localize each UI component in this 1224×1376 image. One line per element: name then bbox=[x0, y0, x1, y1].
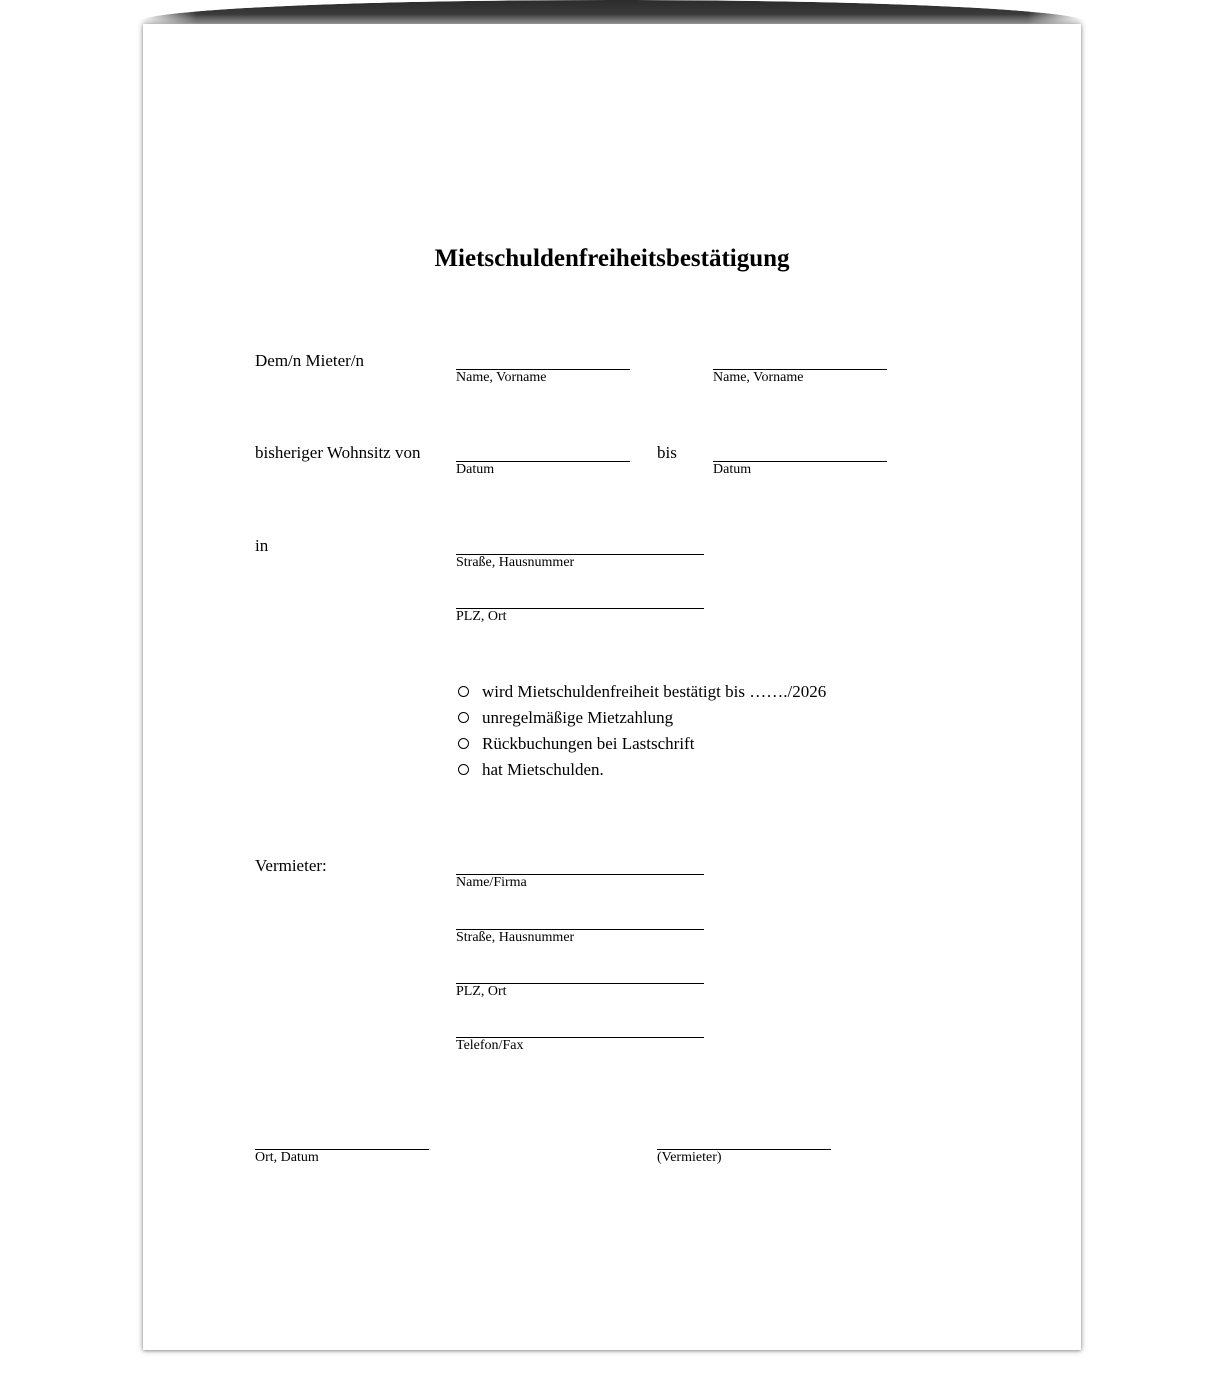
landlord-city-caption: PLZ, Ort bbox=[456, 984, 507, 999]
option-3-label: Rückbuchungen bei Lastschrift bbox=[482, 734, 695, 753]
landlord-street-caption: Straße, Hausnummer bbox=[456, 930, 575, 945]
landlord-signature-caption: (Vermieter) bbox=[657, 1150, 722, 1165]
option-2-label: unregelmäßige Mietzahlung bbox=[482, 708, 674, 727]
option-4-label: hat Mietschulden. bbox=[482, 760, 604, 779]
tenant-name-1-caption: Name, Vorname bbox=[456, 370, 547, 385]
option-3-radio[interactable] bbox=[458, 738, 469, 749]
place-date-caption: Ort, Datum bbox=[255, 1150, 319, 1165]
option-4-radio[interactable] bbox=[458, 764, 469, 775]
residence-from-caption: Datum bbox=[456, 462, 495, 477]
address-city-caption: PLZ, Ort bbox=[456, 609, 507, 624]
address-street-caption: Straße, Hausnummer bbox=[456, 555, 575, 570]
address-label: in bbox=[255, 536, 269, 555]
document-page bbox=[143, 24, 1081, 1350]
option-1-label: wird Mietschuldenfreiheit bestätigt bis ……./2026 bbox=[482, 682, 827, 701]
tenant-name-2-caption: Name, Vorname bbox=[713, 370, 804, 385]
page-edge-shadow bbox=[140, 0, 1084, 26]
landlord-name-caption: Name/Firma bbox=[456, 875, 527, 890]
page-title: Mietschuldenfreiheitsbestätigung bbox=[434, 245, 790, 272]
residence-to-caption: Datum bbox=[713, 462, 752, 477]
landlord-phone-caption: Telefon/Fax bbox=[456, 1038, 524, 1053]
option-1-radio[interactable] bbox=[458, 686, 469, 697]
residence-label: bisheriger Wohnsitz von bbox=[255, 443, 421, 462]
residence-bis-label: bis bbox=[657, 443, 677, 462]
landlord-label: Vermieter: bbox=[255, 856, 327, 875]
option-2-radio[interactable] bbox=[458, 712, 469, 723]
tenant-label: Dem/n Mieter/n bbox=[255, 351, 365, 370]
